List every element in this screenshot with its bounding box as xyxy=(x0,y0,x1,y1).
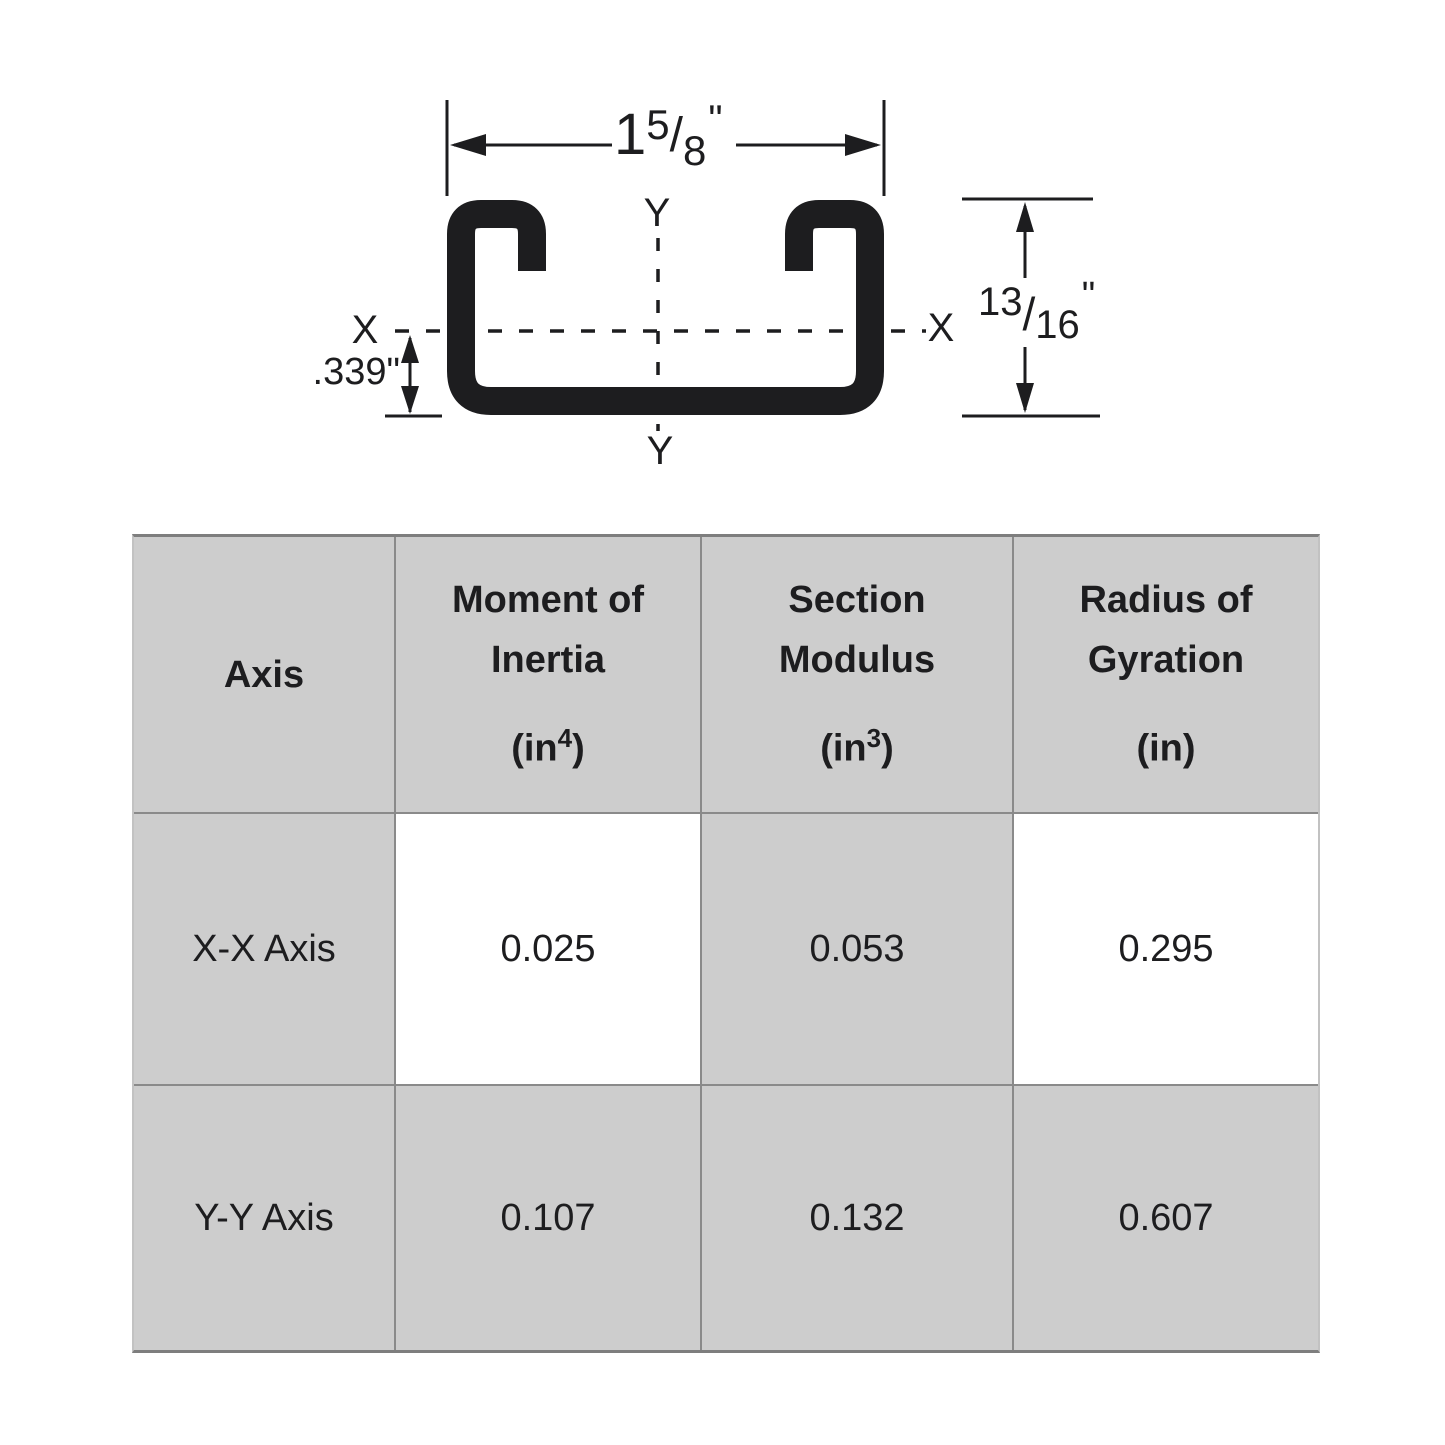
width-numerator: 5 xyxy=(646,101,670,148)
header-modulus-line1: Section xyxy=(788,579,926,622)
table-row-xx-axis-label: X-X Axis xyxy=(134,814,394,1084)
table-row-yy-axis-label: Y-Y Axis xyxy=(134,1086,394,1350)
header-moment-line1: Moment of xyxy=(451,579,645,622)
header-moment-unit-sup: 4 xyxy=(557,723,573,754)
header-radius-unit-close: ) xyxy=(1182,727,1196,770)
header-modulus-unit-open: (in xyxy=(820,727,867,770)
header-modulus-unit xyxy=(820,708,894,779)
width-dimension-label xyxy=(614,98,723,174)
header-modulus-unit-sup: 3 xyxy=(866,723,882,754)
y-axis-label-top: Y xyxy=(643,191,671,235)
y-axis-label-bottom: Y xyxy=(646,429,674,473)
section-properties-table xyxy=(132,534,1320,1353)
width-fraction-slash: / xyxy=(669,109,683,162)
header-section-modulus xyxy=(702,537,1012,812)
header-axis xyxy=(134,537,394,812)
height-arrow-down xyxy=(1016,383,1034,413)
table-row-yy-moment-value: 0.107 xyxy=(396,1086,700,1350)
table-row-xx-radius-value: 0.295 xyxy=(1014,814,1318,1084)
height-arrow-up xyxy=(1016,202,1034,232)
header-radius-line2: Gyration xyxy=(1087,639,1245,682)
height-unit-mark: " xyxy=(1081,275,1096,317)
x-axis-label-left: X xyxy=(351,308,379,352)
header-axis-title: Axis xyxy=(223,653,305,696)
channel-cross-section xyxy=(461,214,870,401)
table-row-yy-modulus-value: 0.132 xyxy=(702,1086,1012,1350)
height-denominator: 16 xyxy=(1035,303,1080,347)
header-radius-unit-open: (in xyxy=(1136,727,1183,770)
header-moment-unit xyxy=(511,708,585,779)
header-moment-of-inertia xyxy=(396,537,700,812)
header-moment-unit-open: (in xyxy=(511,727,558,770)
height-fraction-slash: / xyxy=(1022,288,1036,340)
width-denominator: 8 xyxy=(682,127,707,174)
table-row-xx-modulus-value: 0.053 xyxy=(702,814,1012,1084)
lip-dimension-label: .339" xyxy=(312,351,400,393)
width-whole: 1 xyxy=(614,102,647,167)
header-radius-unit xyxy=(1136,708,1195,779)
header-moment-line2: Inertia xyxy=(490,639,606,682)
lip-arrow-down xyxy=(401,386,419,414)
table-row-xx-moment-value: 0.025 xyxy=(396,814,700,1084)
header-moment-unit-close: ) xyxy=(572,727,585,770)
lip-arrow-up xyxy=(401,335,419,363)
table-row-yy-radius-value: 0.607 xyxy=(1014,1086,1318,1350)
x-axis-label-right: X xyxy=(927,306,955,350)
header-modulus-line2: Modulus xyxy=(778,639,936,682)
width-arrow-right xyxy=(845,134,881,156)
width-unit-mark: " xyxy=(708,98,723,142)
header-radius-line1: Radius of xyxy=(1079,579,1253,622)
height-dimension-label xyxy=(978,275,1096,347)
header-modulus-unit-close: ) xyxy=(881,727,894,770)
height-numerator: 13 xyxy=(978,280,1023,324)
width-arrow-left xyxy=(450,134,486,156)
header-radius-of-gyration xyxy=(1014,537,1318,812)
strut-channel-diagram xyxy=(0,0,1445,520)
